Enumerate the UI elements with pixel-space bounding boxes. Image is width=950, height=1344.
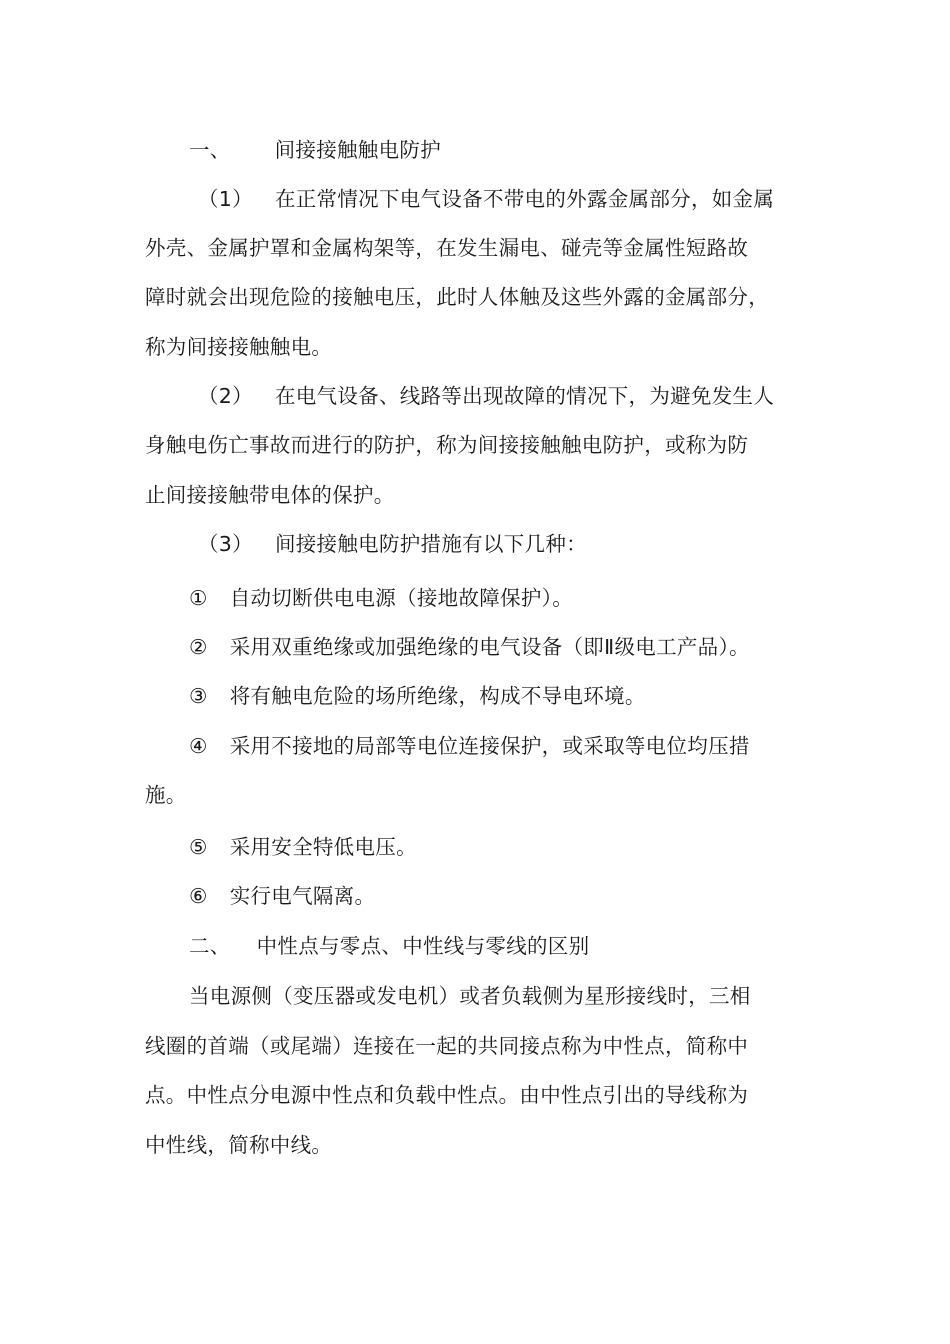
section-1-title: 间接接触触电防护 xyxy=(274,138,442,162)
measure-5-mark: ⑤ xyxy=(189,835,208,859)
measure-1-mark: ① xyxy=(189,586,208,610)
item-2-text: 在电气设备、线路等出现故障的情况下，为避免发生人 xyxy=(274,384,775,408)
measure-2-mark: ② xyxy=(189,635,208,659)
measure-4-mark: ④ xyxy=(189,734,208,758)
section-1-number: 一、 xyxy=(189,138,231,162)
measure-3-text: 将有触电危险的场所绝缘，构成不导电环境。 xyxy=(229,684,646,708)
section-2-title: 中性点与零点、中性线与零线的区别 xyxy=(256,934,590,958)
measure-2-text: 采用双重绝缘或加强绝缘的电气设备（即Ⅱ级电工产品）。 xyxy=(229,635,750,659)
section-2-para-line-2: 线圈的首端（或尾端）连接在一起的共同接点称为中性点，简称中 xyxy=(145,1034,749,1058)
measure-6-text: 实行电气隔离。 xyxy=(229,884,376,908)
item-3-text: 间接接触电防护措施有以下几种： xyxy=(274,532,587,556)
measure-1-text: 自动切断供电电源（接地故障保护）。 xyxy=(229,586,574,610)
item-2-line-3: 止间接接触带电体的保护。 xyxy=(145,483,395,507)
section-2-number: 二、 xyxy=(189,934,231,958)
measure-1 xyxy=(189,584,573,612)
item-1-text: 在正常情况下电气设备不带电的外露金属部分，如金属 xyxy=(274,187,775,211)
measure-4 xyxy=(189,732,750,760)
section-2-heading xyxy=(189,932,589,960)
section-1-heading xyxy=(189,136,441,164)
item-3-first-line xyxy=(198,530,587,558)
item-1-line-4: 称为间接接触触电。 xyxy=(145,335,333,359)
measure-3-mark: ③ xyxy=(189,684,208,708)
measure-4-continuation: 施。 xyxy=(145,783,187,807)
measure-4-text: 采用不接地的局部等电位连接保护，或采取等电位均压措 xyxy=(229,734,750,758)
measure-6-mark: ⑥ xyxy=(189,884,208,908)
section-2-para-line-1: 当电源侧（变压器或发电机）或者负载侧为星形接线时，三相 xyxy=(189,984,751,1008)
item-1-line-3: 障时就会出现危险的接触电压，此时人体触及这些外露的金属部分， xyxy=(145,285,769,309)
measure-3 xyxy=(189,682,646,710)
item-3-label: （3） xyxy=(198,532,253,556)
item-2-first-line xyxy=(198,382,774,410)
item-2-label: （2） xyxy=(198,384,253,408)
section-2-para-line-4: 中性线，简称中线。 xyxy=(145,1133,333,1157)
measure-5-text: 采用安全特低电压。 xyxy=(229,835,417,859)
section-2-para-line-3: 点。中性点分电源中性点和负载中性点。由中性点引出的导线称为 xyxy=(145,1083,749,1107)
item-1-first-line xyxy=(198,185,774,213)
item-2-line-2: 身触电伤亡事故而进行的防护，称为间接接触触电防护，或称为防 xyxy=(145,433,749,457)
item-1-label: （1） xyxy=(198,187,253,211)
measure-6 xyxy=(189,882,375,910)
measure-5 xyxy=(189,833,417,861)
item-1-line-2: 外壳、金属护罩和金属构架等，在发生漏电、碰壳等金属性短路故 xyxy=(145,236,749,260)
measure-2 xyxy=(189,633,750,661)
